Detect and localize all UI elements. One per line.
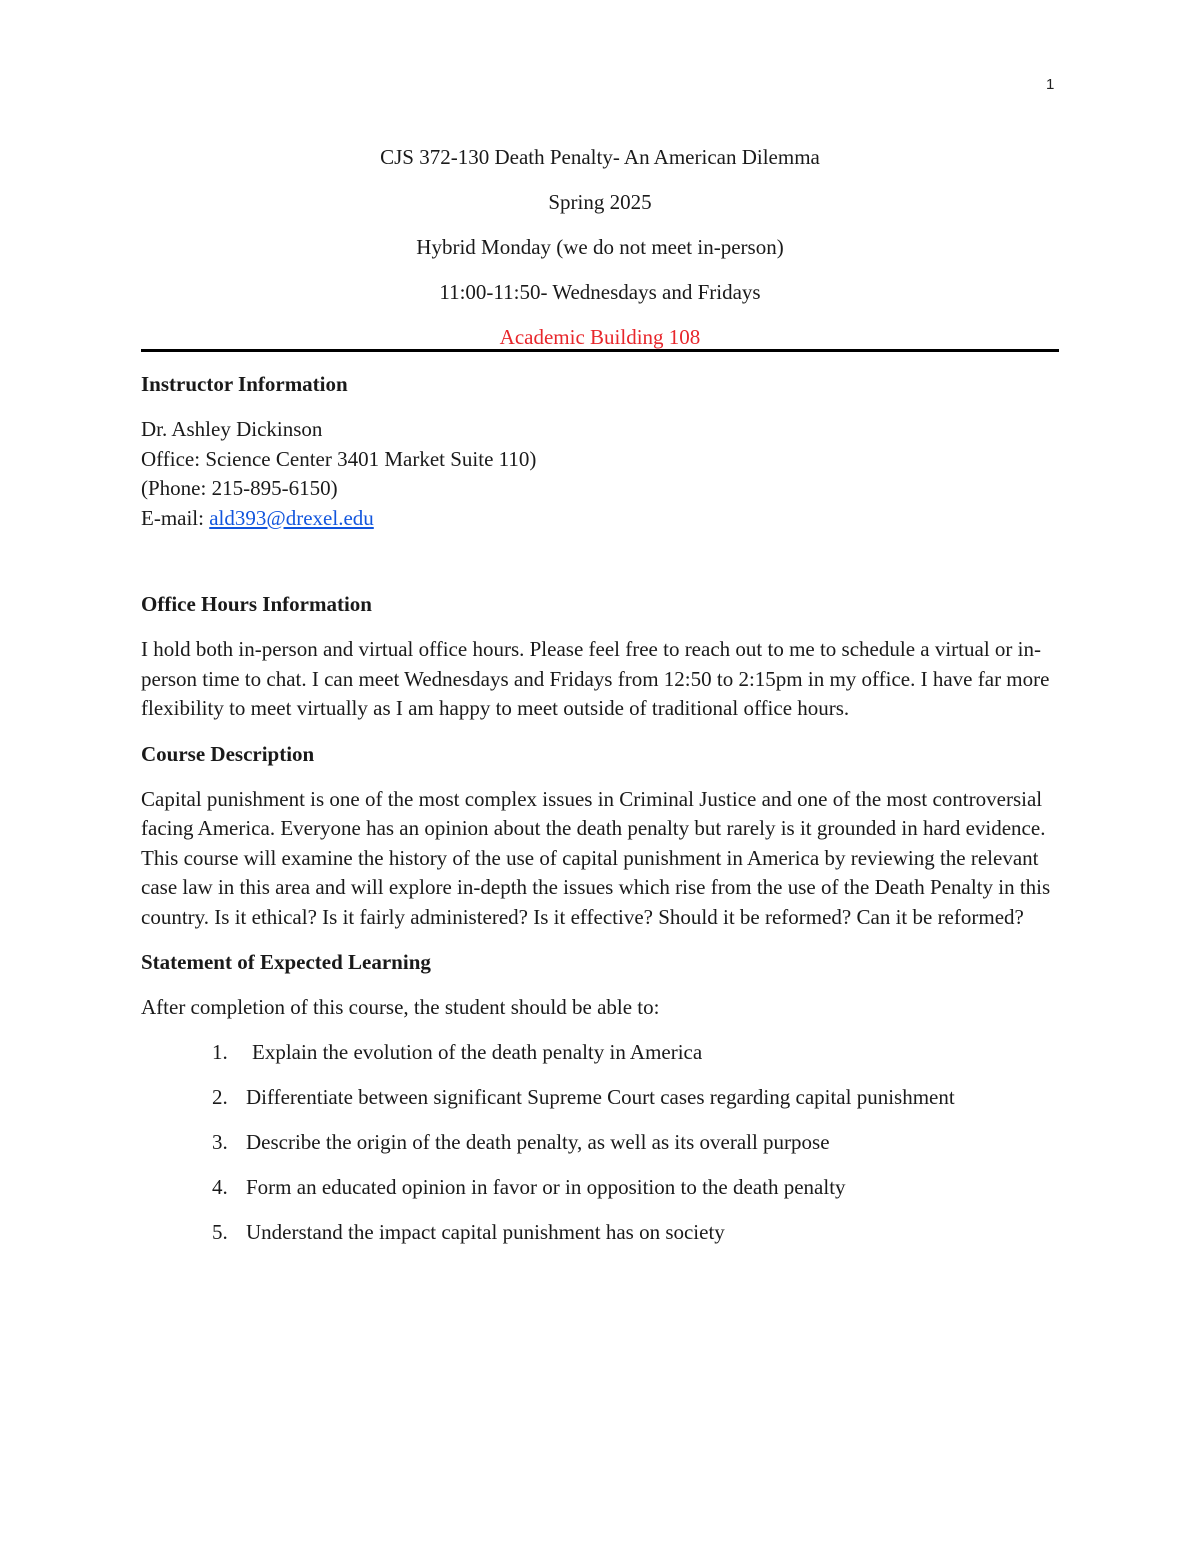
course-format: Hybrid Monday (we do not meet in-person) bbox=[416, 235, 784, 259]
course-term: Spring 2025 bbox=[548, 190, 652, 214]
objective-item bbox=[141, 1037, 1061, 1082]
page-number: 1 bbox=[1046, 76, 1055, 93]
objective-text: Form an educated opinion in favor or in opposition to the death penalty bbox=[246, 1174, 846, 1199]
objective-number: 2. bbox=[212, 1084, 228, 1109]
course-title: CJS 372-130 Death Penalty- An American Dilemma bbox=[380, 145, 820, 169]
objective-text: Understand the impact capital punishment has on society bbox=[246, 1219, 725, 1244]
office-hours-heading: Office Hours Information bbox=[141, 592, 372, 616]
course-header bbox=[0, 142, 1200, 367]
objective-number: 5. bbox=[212, 1219, 228, 1244]
objective-item bbox=[141, 1217, 1061, 1262]
course-location: Academic Building 108 bbox=[499, 325, 701, 349]
objective-text: Differentiate between significant Supreme Court cases regarding capital punishment bbox=[246, 1084, 955, 1109]
office-hours-text: I hold both in-person and virtual office hours. Please feel free to reach out to me to schedule a virtual or in-person time to chat. I can meet Wednesdays and Fridays from 12:50 to 2:15pm in my office. I have far more flexibility to meet virtually as I am happy to meet outside of traditional office hours. bbox=[141, 637, 1050, 720]
syllabus-body bbox=[141, 369, 1061, 1262]
instructor-phone: (Phone: 215-895-6150) bbox=[141, 476, 338, 500]
objective-number: 3. bbox=[212, 1129, 228, 1154]
objective-item bbox=[141, 1172, 1061, 1217]
objective-item bbox=[141, 1082, 1061, 1127]
learning-intro: After completion of this course, the student should be able to: bbox=[141, 995, 660, 1019]
objective-item bbox=[141, 1127, 1061, 1172]
objective-text: Explain the evolution of the death penalty in America bbox=[252, 1039, 703, 1064]
email-link[interactable]: ald393@drexel.edu bbox=[209, 505, 374, 530]
header-divider bbox=[141, 349, 1059, 352]
objective-text: Describe the origin of the death penalty, as well as its overall purpose bbox=[246, 1129, 830, 1154]
office-hours-section bbox=[141, 589, 1061, 724]
objectives-list bbox=[141, 1037, 1061, 1262]
learning-heading: Statement of Expected Learning bbox=[141, 950, 431, 974]
objective-number: 4. bbox=[212, 1174, 228, 1199]
objective-number: 1. bbox=[212, 1039, 228, 1064]
instructor-name: Dr. Ashley Dickinson bbox=[141, 417, 323, 441]
email-label: E-mail: bbox=[141, 505, 210, 530]
course-schedule: 11:00-11:50- Wednesdays and Fridays bbox=[439, 280, 761, 304]
learning-section bbox=[141, 947, 1061, 1262]
instructor-section bbox=[141, 369, 1061, 533]
instructor-email-line bbox=[141, 504, 1061, 534]
instructor-heading: Instructor Information bbox=[141, 372, 348, 396]
course-description-heading: Course Description bbox=[141, 741, 315, 766]
course-description-section bbox=[141, 739, 1061, 933]
instructor-office: Office: Science Center 3401 Market Suite 110) bbox=[141, 446, 537, 471]
course-description-text: Capital punishment is one of the most complex issues in Criminal Justice and one of the most controversial facing America. Everyone has an opinion about the death penalty but rarely is it grounded in hard evidence. This course will examine the history of the use of capital punishment in America by reviewing the relevant case law in this area and will explore in-depth the issues which rise from the use of the Death Penalty in this country. Is it ethical? Is it fairly administered? Is it effective? Should it be reformed? Can it be reformed? bbox=[141, 786, 1051, 929]
